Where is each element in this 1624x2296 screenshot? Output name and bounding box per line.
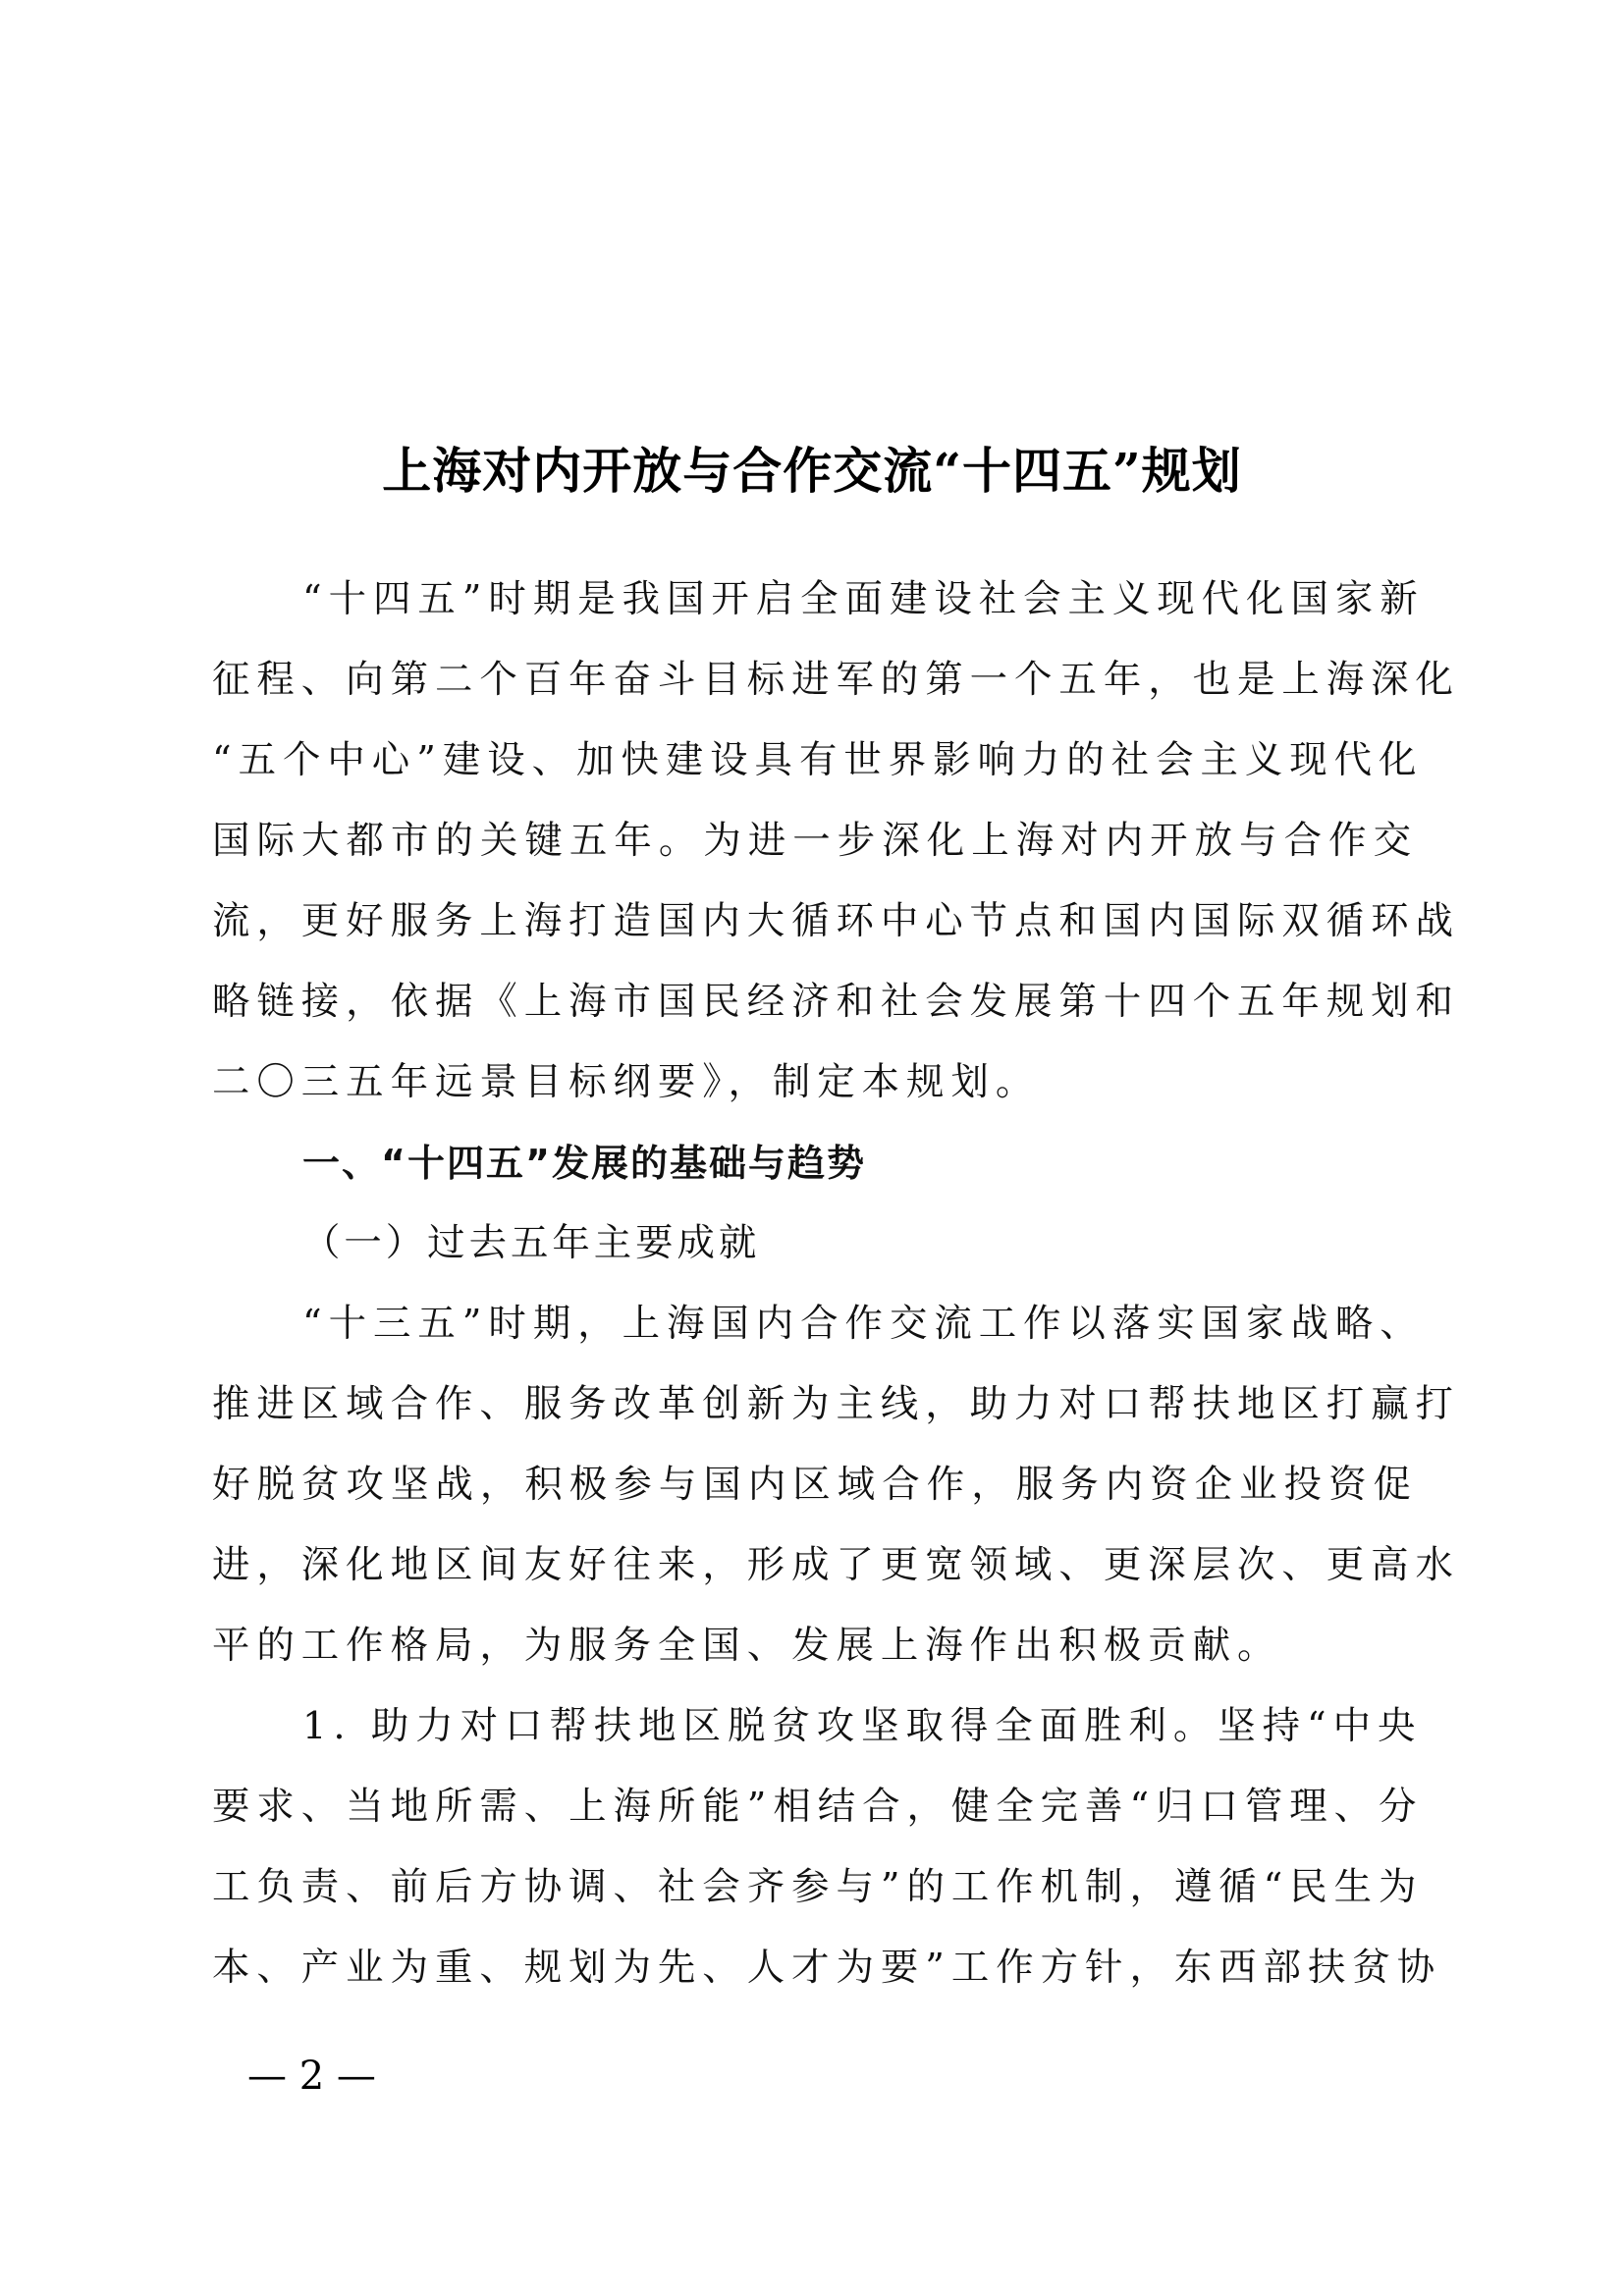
intro-line: 略链接，依据《上海市国民经济和社会发展第十四个五年规划和 <box>212 980 1460 1024</box>
achievements-line: 平的工作格局，为服务全国、发展上海作出积极贡献。 <box>212 1624 1282 1668</box>
page-number: — 2 — <box>247 2054 376 2099</box>
document-title: 上海对内开放与合作交流“十四五”规划 <box>382 442 1242 500</box>
item1-line: 要求、当地所需、上海所能”相结合，健全完善“归口管理、分 <box>212 1785 1424 1829</box>
item1-paragraph <box>212 1686 1442 2008</box>
section-heading-block <box>212 1123 1418 1284</box>
intro-line: 征程、向第二个百年奋斗目标进军的第一个五年，也是上海深化 <box>212 658 1460 702</box>
intro-line: 流，更好服务上海打造国内大循环中心节点和国内国际双循环战 <box>212 899 1460 943</box>
intro-line: 国际大都市的关键五年。为进一步深化上海对内开放与合作交 <box>212 819 1418 863</box>
achievements-paragraph <box>212 1284 1460 1686</box>
intro-paragraph <box>212 560 1460 1123</box>
item1-line: 本、产业为重、规划为先、人才为要”工作方针，东西部扶贫协 <box>212 1946 1442 1990</box>
achievements-line: “十三五”时期，上海国内合作交流工作以落实国家战略、 <box>302 1302 1425 1346</box>
achievements-line: 进，深化地区间友好往来，形成了更宽领域、更深层次、更高水 <box>212 1543 1460 1587</box>
section-heading: 一、“十四五”发展的基础与趋势 <box>302 1142 866 1185</box>
item1-line: 1. 助力对口帮扶地区脱贫攻坚取得全面胜利。坚持“中央 <box>302 1704 1423 1748</box>
subsection-heading: （一）过去五年主要成就 <box>302 1221 761 1265</box>
achievements-line: 好脱贫攻坚战，积极参与国内区域合作，服务内资企业投资促 <box>212 1463 1418 1507</box>
achievements-line: 推进区域合作、服务改革创新为主线，助力对口帮扶地区打赢打 <box>212 1382 1460 1426</box>
intro-line: 二〇三五年远景目标纲要》，制定本规划。 <box>212 1060 1041 1104</box>
intro-line: “五个中心”建设、加快建设具有世界影响力的社会主义现代化 <box>212 738 1424 782</box>
item1-line: 工负责、前后方协调、社会齐参与”的工作机制，遵循“民生为 <box>212 1865 1424 1909</box>
intro-line: “十四五”时期是我国开启全面建设社会主义现代化国家新 <box>302 577 1425 621</box>
